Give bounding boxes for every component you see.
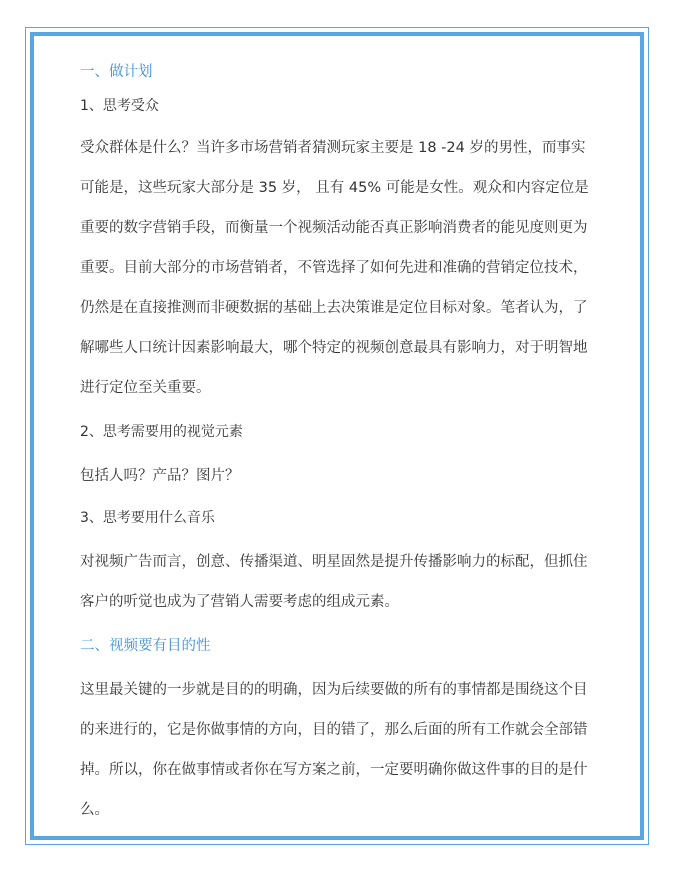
text-line: 的来进行的，它是你做事情的方向，目的错了，那么后面的所有工作就会全部错 (80, 722, 588, 738)
text-line: 仍然是在直接推测而非硬数据的基础上去决策谁是定位目标对象。笔者认为，了 (80, 300, 588, 316)
text-line: 对视频广告而言，创意、传播渠道、明星固然是提升传播影响力的标配，但抓住 (80, 554, 588, 570)
article-body (80, 56, 600, 830)
section-heading-plan: 一、做计划 (80, 64, 153, 80)
paragraph-purpose (80, 670, 600, 830)
text-line: 重要。目前大部分的市场营销者，不管选择了如何先进和准确的营销定位技术， (80, 260, 588, 276)
subheading-visual-elements: 2、思考需要用的视觉元素 (80, 424, 243, 440)
text-line: 客户的听觉也成为了营销人需要考虑的组成元素。 (80, 594, 399, 610)
section-heading-purpose: 二、视频要有目的性 (80, 638, 211, 654)
text-line: 受众群体是什么？当许多市场营销者猜测玩家主要是 18 -24 岁的男性，而事实 (80, 140, 586, 156)
subheading-music: 3、思考要用什么音乐 (80, 510, 215, 526)
paragraph-music (80, 542, 600, 622)
text-line: 么。 (80, 802, 109, 818)
text-line: 重要的数字营销手段，而衡量一个视频活动能否真正影响消费者的能见度则更为 (80, 220, 588, 236)
text-line: 掉。所以，你在做事情或者你在写方案之前，一定要明确你做这件事的目的是什 (80, 762, 588, 778)
subheading-audience: 1、思考受众 (80, 98, 159, 114)
paragraph-visual-elements (80, 456, 600, 496)
text-line: 进行定位至关重要。 (80, 380, 211, 396)
text-line: 包括人吗？产品？图片？ (80, 468, 240, 484)
text-line: 解哪些人口统计因素影响最大，哪个特定的视频创意最具有影响力，对于明智地 (80, 340, 588, 356)
paragraph-audience (80, 128, 600, 408)
text-line: 可能是，这些玩家大部分是 35 岁， 且有 45% 可能是女性。观众和内容定位是 (80, 180, 589, 196)
text-line: 这里最关键的一步就是目的的明确，因为后续要做的所有的事情都是围绕这个目 (80, 682, 588, 698)
